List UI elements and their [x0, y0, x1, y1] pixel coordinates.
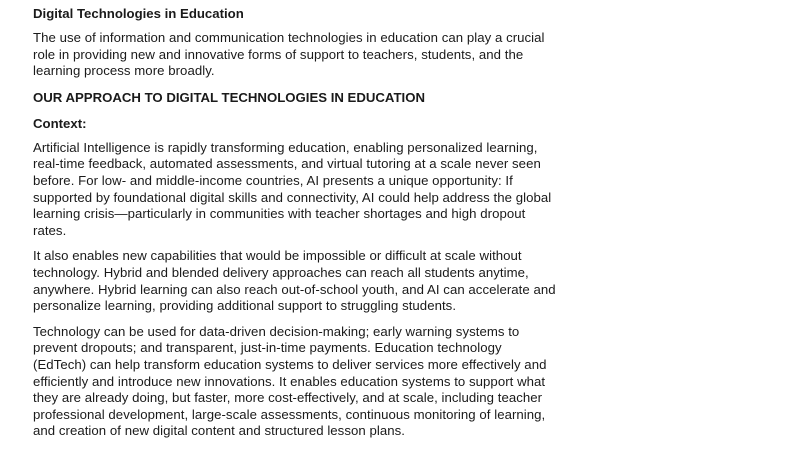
paragraph-line: prevent dropouts; and transparent, just-in-time payments. Education technology	[33, 340, 502, 356]
paragraph-line: personalize learning, providing additional support to struggling students.	[33, 298, 457, 314]
paragraph-line: supported by foundational digital skills and connectivity, AI could help address the global	[33, 189, 552, 205]
paragraph-line: Artificial Intelligence is rapidly transforming education, enabling personalized learning,	[33, 139, 538, 155]
section-heading: OUR APPROACH TO DIGITAL TECHNOLOGIES IN EDUCATION	[33, 89, 425, 105]
intro-line: learning process more broadly.	[33, 63, 215, 79]
intro-paragraph	[33, 30, 780, 80]
intro-line: The use of information and communication technologies in education can play a crucial	[33, 30, 545, 45]
paragraph-line: efficiently and introduce new innovations. It enables education systems to support what	[33, 373, 546, 389]
context-label: Context:	[33, 115, 87, 131]
paragraph-line: they are already doing, but faster, more cost-effectively, and at scale, including teacher	[33, 390, 543, 406]
paragraph-line: and creation of new digital content and structured lesson plans.	[33, 423, 405, 439]
paragraph-line: rates.	[33, 222, 67, 238]
paragraph-line: technology. Hybrid and blended delivery approaches can reach all students anytime,	[33, 264, 529, 280]
paragraph-line: learning crisis—particularly in communities with teacher shortages and high dropout	[33, 206, 526, 222]
paragraph-line: (EdTech) can help transform education systems to deliver services more effectively and	[33, 356, 547, 372]
paragraph-decision-making	[33, 324, 780, 440]
paragraph-ai	[33, 140, 780, 240]
paragraph-line: professional development, large-scale assessments, continuous monitoring of learning,	[33, 406, 546, 422]
paragraph-line: before. For low- and middle-income countries, AI presents a unique opportunity: If	[33, 172, 513, 188]
paragraph-line: Technology can be used for data-driven decision-making; early warning systems to	[33, 323, 520, 339]
paragraph-line: anywhere. Hybrid learning can also reach out-of-school youth, and AI can accelerate and	[33, 281, 556, 297]
paragraph-line: It also enables new capabilities that would be impossible or difficult at scale without	[33, 248, 522, 264]
document-title: Digital Technologies in Education	[33, 6, 244, 21]
intro-line: role in providing new and innovative forms of support to teachers, students, and the	[33, 46, 524, 62]
paragraph-line: real-time feedback, automated assessments, and virtual tutoring at a scale never seen	[33, 156, 541, 172]
paragraph-capabilities	[33, 248, 780, 314]
